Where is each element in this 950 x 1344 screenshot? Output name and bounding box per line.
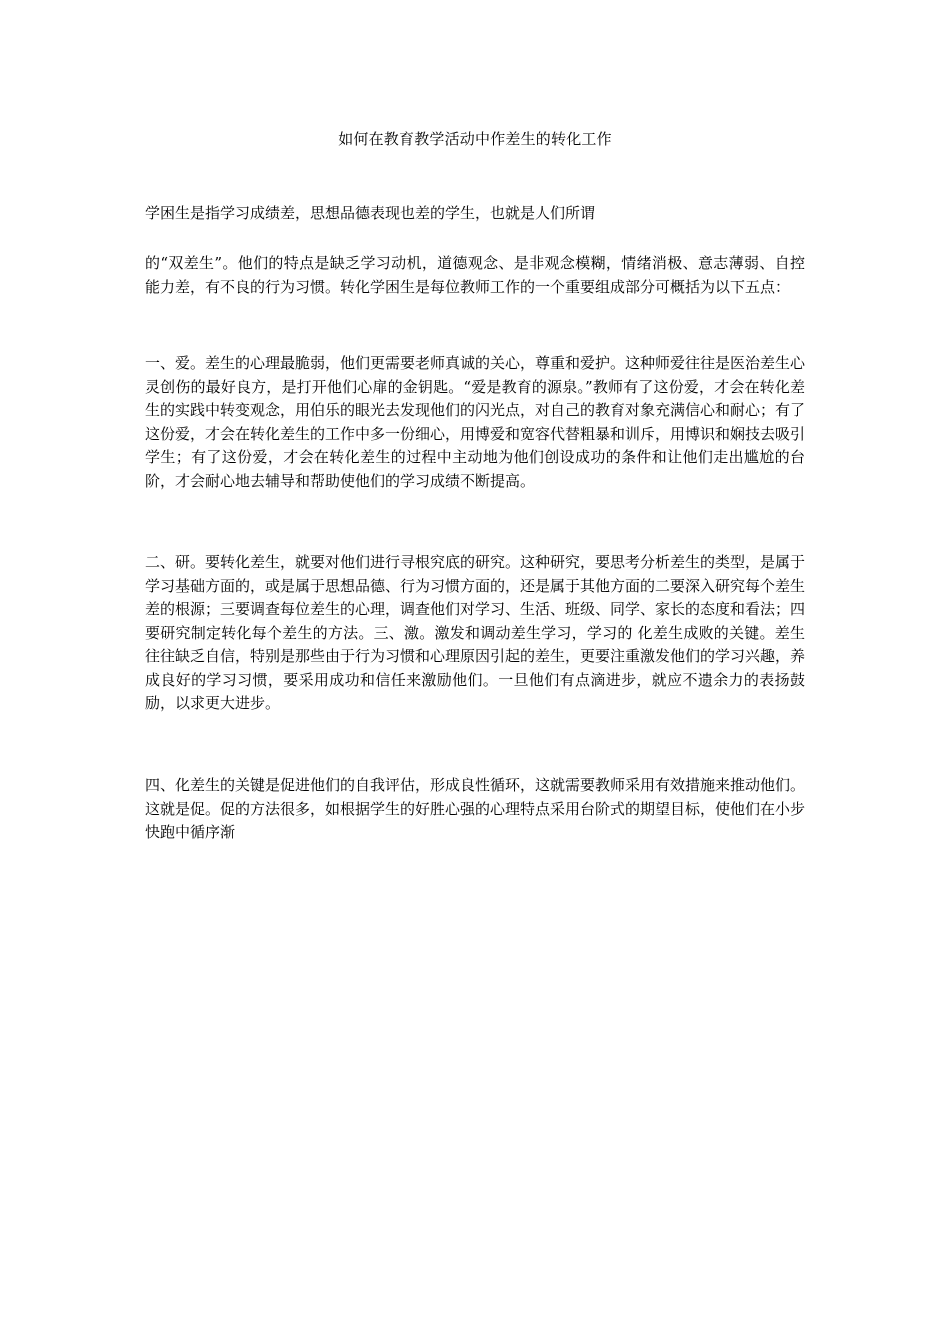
- document-title: 如何在教育教学活动中作差生的转化工作: [338, 130, 612, 148]
- paragraph-point-one-love: 一、爱。差生的心理最脆弱，他们更需要老师真诚的关心，尊重和爱护。这种师爱往往是医治差生心灵创伤的最好良方，是打开他们心扉的金钥匙。“爱是教育的源泉。”教师有了这份爱，才会在转化差生的实践中转变观念，用伯乐的眼光去发现他们的闪光点，对自己的教育对象充满信心和耐心；有了这份爱，才会在转化差生的工作中多一份细心，用博爱和宽容代替粗暴和训斥，用博识和娴技去吸引学生；有了这份爱，才会在转化差生的过程中主动地为他们创设成功的条件和让他们走出尴尬的台阶，才会耐心地去辅导和帮助使他们的学习成绩不断提高。: [145, 354, 806, 490]
- paragraph-intro-first-line: 学困生是指学习成绩差，思想品德表现也差的学生，也就是人们所谓: [145, 204, 596, 222]
- paragraph-point-two-three: 二、研。要转化差生，就要对他们进行寻根究底的研究。这种研究，要思考分析差生的类型，是属于学习基础方面的，或是属于思想品德、行为习惯方面的，还是属于其他方面的二要深入研究每个差生差的根源；三要调查每位差生的心理，调查他们对学习、生活、班级、同学、家长的态度和看法；四要研究制定转化每个差生的方法。三、激。激发和调动差生学习，学习的 化差生成败的关键。差生往往缺乏自信，特别是那些由于行为习惯和心理原因引起的差生，更要注重激发他们的学习兴趣，养成良好的学习习惯，要采用成功和信任来激励他们。一旦他们有点滴进步，就应不遗余力的表扬鼓励，以求更大进步。: [145, 553, 806, 712]
- paragraph-intro-continuation: 的“双差生”。他们的特点是缺乏学习动机，道德观念、是非观念模糊，情绪消极、意志薄弱、自控能力差，有不良的行为习惯。转化学困生是每位教师工作的一个重要组成部分可概括为以下五点：: [145, 254, 805, 296]
- paragraph-point-four: 四、化差生的关键是促进他们的自我评估，形成良性循环，这就需要教师采用有效措施来推动他们。这就是促。促的方法很多，如根据学生的好胜心强的心理特点采用台阶式的期望目标，使他们在小步快跑中循序渐: [145, 776, 806, 841]
